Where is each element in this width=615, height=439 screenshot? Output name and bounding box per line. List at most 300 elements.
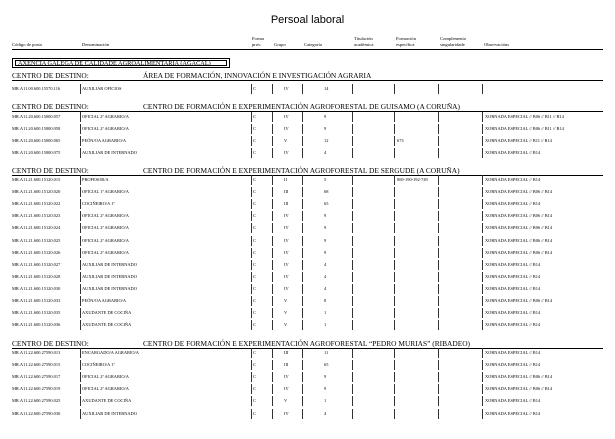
cell-divider — [80, 260, 81, 270]
cell-divider — [302, 248, 303, 258]
section-label: CENTRO DE DESTINO: — [12, 339, 89, 348]
cell-divider — [251, 112, 252, 122]
cell-divider — [394, 396, 395, 406]
header-grupo: Grupo — [274, 42, 286, 47]
cell-forma: C — [253, 138, 256, 144]
cell-obs: XORNADA ESPECIAL // B14 — [485, 273, 541, 279]
cell-divider — [272, 136, 273, 146]
cell-divider — [80, 308, 81, 318]
cell-denom: AUXILIAR OFICIOS — [82, 86, 122, 91]
cell-divider — [438, 236, 439, 246]
cell-divider — [80, 348, 81, 358]
cell-divider — [251, 384, 252, 394]
cell-divider — [482, 272, 483, 282]
cell-code: MR.A11.22.600.27590.025 — [12, 398, 61, 404]
cell-divider — [272, 84, 273, 94]
cell-divider — [272, 409, 273, 419]
cell-divider — [394, 320, 395, 330]
cell-denom: COCIÑEIRO/A 1ª — [82, 201, 115, 207]
cell-forma: C — [253, 362, 256, 368]
cell-divider — [438, 175, 439, 185]
table-row — [0, 250, 615, 262]
cell-denom: OFICIAL 2ª AGRARIO/A — [82, 386, 129, 392]
cell-code: MR.A11.21.600.15120.015 — [12, 177, 61, 182]
cell-divider — [272, 124, 273, 134]
cell-obs: XORNADA ESPECIAL // B14 — [485, 177, 541, 182]
cell-divider — [272, 272, 273, 282]
cell-divider — [251, 372, 252, 382]
cell-divider — [352, 384, 353, 394]
cell-divider — [438, 348, 439, 358]
cell-cat: 1 — [324, 310, 327, 316]
cell-divider — [352, 409, 353, 419]
cell-grupo: III — [284, 189, 289, 195]
cell-forma: C — [253, 201, 256, 207]
cell-divider — [482, 84, 483, 94]
cell-divider — [302, 284, 303, 294]
header-forma: Forma — [252, 36, 264, 41]
cell-grupo: IV — [284, 86, 289, 91]
cell-divider — [438, 272, 439, 282]
cell-divider — [482, 384, 483, 394]
cell-obs: XORNADA ESPECIAL // B06 // B11 // B14 — [485, 114, 564, 119]
cell-divider — [438, 260, 439, 270]
cell-denom: OFICIAL 2ª AGRARIO/A — [82, 213, 129, 219]
cell-divider — [272, 175, 273, 185]
cell-divider — [251, 248, 252, 258]
cell-denom: PROFESOR/A — [82, 177, 109, 182]
cell-code: MR.A11.21.600.15120.024 — [12, 225, 61, 231]
cell-forma: C — [253, 298, 256, 303]
cell-forma: C — [253, 114, 256, 119]
cell-divider — [302, 84, 303, 94]
cell-cat: 9 — [324, 213, 327, 219]
cell-divider — [302, 260, 303, 270]
cell-divider — [302, 112, 303, 122]
cell-divider — [438, 360, 439, 370]
cell-cat: 1 — [324, 322, 327, 328]
cell-divider — [438, 223, 439, 233]
cell-divider — [352, 260, 353, 270]
cell-divider — [438, 136, 439, 146]
cell-divider — [352, 187, 353, 197]
cell-divider — [302, 187, 303, 197]
cell-divider — [482, 284, 483, 294]
section-name: CENTRO DE FORMACIÓN E EXPERIMENTACIÓN AGROFORESTAL DE SERGUDE (A CORUÑA) — [143, 166, 460, 175]
cell-divider — [438, 308, 439, 318]
cell-code: MR.A11.22.600.27590.013 — [12, 350, 61, 355]
cell-divider — [482, 112, 483, 122]
table-row — [0, 86, 615, 98]
cell-divider — [438, 148, 439, 158]
cell-divider — [394, 211, 395, 221]
cell-divider — [80, 360, 81, 370]
cell-denom: AUXILIAR DE INTERNADO — [82, 285, 137, 291]
cell-cat: 4 — [324, 261, 327, 267]
cell-grupo: IV — [284, 126, 289, 132]
cell-divider — [251, 124, 252, 134]
cell-obs: XORNADA ESPECIAL // B14 — [485, 150, 541, 156]
header-categoria: Categoría — [304, 42, 322, 47]
cell-divider — [272, 360, 273, 370]
cell-divider — [272, 384, 273, 394]
cell-divider — [272, 320, 273, 330]
cell-cat: 9 — [324, 114, 327, 119]
table-row — [0, 362, 615, 374]
cell-divider — [272, 284, 273, 294]
cell-denom: AXUDANTE DE COCIÑA — [82, 398, 132, 404]
table-row — [0, 213, 615, 225]
table-row — [0, 374, 615, 386]
cell-obs: XORNADA ESPECIAL // B14 — [485, 285, 541, 291]
section-label: CENTRO DE DESTINO: — [12, 166, 89, 175]
cell-grupo: V — [284, 322, 288, 328]
cell-divider — [394, 223, 395, 233]
cell-divider — [438, 124, 439, 134]
cell-divider — [352, 223, 353, 233]
cell-obs: XORNADA ESPECIAL // B14 — [485, 398, 541, 404]
cell-form: 673 — [397, 138, 404, 144]
cell-forma: C — [253, 177, 256, 182]
cell-cat: 14 — [324, 86, 329, 91]
cell-divider — [251, 148, 252, 158]
cell-obs: XORNADA ESPECIAL // B06 // B14 — [485, 237, 553, 243]
section-name: ÁREA DE FORMACIÓN, INNOVACIÓN E INVESTIGACIÓN AGRARIA — [143, 71, 372, 80]
header-complemento-2: singularidade — [440, 42, 465, 47]
cell-denom: AXUDANTE DE COCIÑA — [82, 322, 132, 328]
cell-code: MR.A11.21.600.15120.026 — [12, 249, 61, 255]
header-formacion-2: específica — [396, 42, 415, 47]
cell-grupo: IV — [284, 150, 289, 156]
cell-denom: AUXILIAR DE INTERNADO — [82, 410, 137, 416]
cell-divider — [352, 396, 353, 406]
cell-cat: 1 — [324, 398, 327, 404]
section-name: CENTRO DE FORMACIÓN E EXPERIMENTACIÓN AGROFORESTAL “PEDRO MURIAS” (RIBADEO) — [143, 339, 471, 348]
cell-divider — [302, 372, 303, 382]
cell-divider — [352, 124, 353, 134]
cell-divider — [272, 148, 273, 158]
cell-divider — [438, 112, 439, 122]
cell-grupo: IV — [284, 237, 289, 243]
cell-divider — [394, 348, 395, 358]
cell-grupo: V — [284, 138, 288, 144]
cell-divider — [352, 284, 353, 294]
cell-divider — [438, 284, 439, 294]
table-row — [0, 225, 615, 237]
cell-divider — [272, 396, 273, 406]
cell-divider — [80, 187, 81, 197]
cell-divider — [394, 112, 395, 122]
cell-denom: COCIÑEIRO/A 1ª — [82, 362, 115, 368]
cell-divider — [251, 308, 252, 318]
cell-forma: C — [253, 249, 256, 255]
cell-divider — [302, 148, 303, 158]
cell-divider — [482, 124, 483, 134]
cell-code: MR.A11.20.600.15000.057 — [12, 114, 61, 119]
cell-denom: OFICIAL 2ª AGRARIO/A — [82, 126, 129, 132]
cell-divider — [80, 409, 81, 419]
cell-divider — [482, 308, 483, 318]
agency-name: AXENCIA GALEGA DE CALIDADE AGROALIMENTARIA (AGACAL) — [15, 60, 227, 66]
cell-forma: C — [253, 322, 256, 328]
cell-cat: 65 — [324, 201, 329, 207]
cell-denom: AUXILIAR DE INTERNADO — [82, 150, 137, 156]
cell-cat: 9 — [324, 249, 327, 255]
cell-divider — [438, 248, 439, 258]
cell-obs: XORNADA ESPECIAL // B14 — [485, 410, 541, 416]
cell-divider — [394, 148, 395, 158]
cell-divider — [272, 308, 273, 318]
cell-divider — [302, 199, 303, 209]
table-row — [0, 386, 615, 398]
cell-obs: XORNADA ESPECIAL // B06 // B14 — [485, 374, 553, 380]
cell-divider — [482, 260, 483, 270]
cell-divider — [272, 260, 273, 270]
cell-denom: OFICIAL 2ª AGRARIO/A — [82, 237, 129, 243]
cell-divider — [251, 296, 252, 306]
cell-grupo: V — [284, 298, 288, 303]
cell-divider — [438, 409, 439, 419]
header-codigo: Código de posto — [12, 42, 43, 47]
cell-divider — [394, 199, 395, 209]
cell-denom: OFICIAL 1ª AGRARIO/A — [82, 189, 129, 195]
table-row — [0, 262, 615, 274]
cell-denom: OFICIAL 2ª AGRARIO/A — [82, 249, 129, 255]
cell-divider — [302, 409, 303, 419]
cell-divider — [80, 148, 81, 158]
cell-divider — [80, 124, 81, 134]
cell-divider — [482, 236, 483, 246]
cell-cat: 4 — [324, 273, 327, 279]
cell-code: MR.A11.22.600.27590.019 — [12, 386, 61, 392]
cell-grupo: IV — [284, 285, 289, 291]
cell-divider — [251, 84, 252, 94]
header-rule — [12, 49, 603, 50]
cell-denom: AXUDANTE DE COCIÑA — [82, 310, 132, 316]
cell-divider — [352, 199, 353, 209]
cell-divider — [272, 236, 273, 246]
cell-divider — [394, 236, 395, 246]
cell-obs: XORNADA ESPECIAL // B06 // B14 — [485, 189, 553, 195]
cell-divider — [482, 296, 483, 306]
cell-cat: 9 — [324, 126, 327, 132]
cell-divider — [394, 124, 395, 134]
cell-divider — [80, 223, 81, 233]
cell-divider — [251, 396, 252, 406]
cell-code: MR.A11.21.600.15120.022 — [12, 201, 61, 207]
cell-divider — [352, 211, 353, 221]
cell-code: MR.A11.21.600.15120.033 — [12, 298, 61, 303]
cell-obs: XORNADA ESPECIAL // B06 // B11 // B14 — [485, 126, 564, 132]
cell-divider — [302, 124, 303, 134]
cell-divider — [272, 372, 273, 382]
cell-divider — [394, 372, 395, 382]
cell-divider — [272, 211, 273, 221]
cell-divider — [352, 348, 353, 358]
cell-code: MR.A11.00.600.15570.116 — [12, 86, 61, 91]
cell-divider — [302, 211, 303, 221]
cell-divider — [80, 284, 81, 294]
cell-divider — [352, 248, 353, 258]
cell-obs: XORNADA ESPECIAL // B14 — [485, 322, 541, 328]
cell-divider — [438, 84, 439, 94]
cell-divider — [482, 396, 483, 406]
cell-cat: 4 — [324, 285, 327, 291]
cell-divider — [352, 136, 353, 146]
cell-divider — [272, 248, 273, 258]
cell-divider — [251, 320, 252, 330]
table-row — [0, 201, 615, 213]
cell-obs: XORNADA ESPECIAL // B06 // B14 — [485, 386, 553, 392]
cell-divider — [251, 360, 252, 370]
cell-divider — [482, 136, 483, 146]
cell-divider — [438, 296, 439, 306]
cell-code: MR.A11.21.600.15120.028 — [12, 273, 61, 279]
cell-divider — [482, 360, 483, 370]
cell-divider — [251, 260, 252, 270]
cell-divider — [80, 396, 81, 406]
cell-grupo: II — [284, 177, 287, 182]
cell-divider — [352, 320, 353, 330]
cell-divider — [80, 175, 81, 185]
cell-divider — [302, 136, 303, 146]
cell-divider — [352, 372, 353, 382]
cell-divider — [251, 187, 252, 197]
cell-grupo: V — [284, 398, 288, 404]
cell-obs: XORNADA ESPECIAL // B06 // B14 — [485, 298, 553, 303]
cell-divider — [251, 272, 252, 282]
table-row — [0, 114, 615, 126]
cell-code: MR.A11.21.600.15120.020 — [12, 189, 61, 195]
cell-divider — [394, 409, 395, 419]
cell-divider — [272, 296, 273, 306]
cell-divider — [80, 384, 81, 394]
cell-cat: 4 — [324, 410, 327, 416]
cell-divider — [251, 175, 252, 185]
cell-cat: 9 — [324, 237, 327, 243]
cell-divider — [482, 320, 483, 330]
cell-divider — [482, 187, 483, 197]
cell-divider — [80, 372, 81, 382]
cell-grupo: III — [284, 201, 289, 207]
cell-cat: 9 — [324, 225, 327, 231]
cell-divider — [438, 372, 439, 382]
cell-divider — [251, 136, 252, 146]
cell-divider — [394, 84, 395, 94]
cell-obs: XORNADA ESPECIAL // B14 — [485, 350, 541, 355]
cell-divider — [352, 148, 353, 158]
table-row — [0, 411, 615, 423]
cell-divider — [394, 360, 395, 370]
cell-code: MR.A11.21.600.15120.030 — [12, 285, 61, 291]
cell-cat: 4 — [324, 150, 327, 156]
cell-divider — [302, 360, 303, 370]
cell-divider — [394, 272, 395, 282]
cell-divider — [352, 112, 353, 122]
cell-grupo: IV — [284, 386, 289, 392]
cell-divider — [394, 296, 395, 306]
table-row — [0, 126, 615, 138]
section-rule — [12, 111, 603, 112]
cell-forma: C — [253, 310, 256, 316]
table-row — [0, 238, 615, 250]
cell-cat: 12 — [324, 138, 329, 144]
cell-denom: PEÓN/OA AGRARIO/A — [82, 298, 127, 303]
cell-code: MR.A11.22.600.27590.015 — [12, 362, 61, 368]
section-rule — [12, 348, 603, 349]
cell-grupo: IV — [284, 249, 289, 255]
cell-forma: C — [253, 350, 256, 355]
cell-forma: C — [253, 213, 256, 219]
table-row — [0, 322, 615, 334]
cell-divider — [482, 223, 483, 233]
cell-divider — [272, 199, 273, 209]
section-label: CENTRO DE DESTINO: — [12, 71, 89, 80]
cell-code: MR.A11.21.600.15120.035 — [12, 310, 61, 316]
cell-divider — [272, 112, 273, 122]
cell-divider — [80, 112, 81, 122]
cell-divider — [80, 136, 81, 146]
header-denominacion: Denominación — [82, 42, 110, 47]
cell-divider — [302, 236, 303, 246]
cell-cat: 68 — [324, 189, 329, 195]
cell-divider — [80, 211, 81, 221]
cell-divider — [251, 199, 252, 209]
cell-divider — [352, 308, 353, 318]
cell-divider — [251, 409, 252, 419]
section-rule — [12, 80, 603, 81]
cell-divider — [302, 296, 303, 306]
cell-divider — [352, 236, 353, 246]
cell-divider — [272, 187, 273, 197]
cell-divider — [438, 211, 439, 221]
cell-divider — [302, 272, 303, 282]
cell-divider — [482, 148, 483, 158]
cell-divider — [302, 223, 303, 233]
cell-grupo: IV — [284, 114, 289, 119]
cell-divider — [80, 272, 81, 282]
header-observacions: Observacións — [484, 42, 510, 47]
cell-grupo: V — [284, 310, 288, 316]
cell-obs: XORNADA ESPECIAL // B14 — [485, 261, 541, 267]
cell-denom: OFICIAL 2ª AGRARIO/A — [82, 374, 129, 380]
cell-divider — [482, 372, 483, 382]
cell-obs: XORNADA ESPECIAL // B06 // B14 — [485, 249, 553, 255]
header-titulacion: Titulación — [354, 36, 373, 41]
header-formacion: Formación — [396, 36, 416, 41]
cell-forma: C — [253, 410, 256, 416]
cell-code: MR.A11.21.600.15120.027 — [12, 261, 61, 267]
cell-forma: C — [253, 150, 256, 156]
cell-divider — [352, 296, 353, 306]
cell-divider — [302, 348, 303, 358]
cell-denom: PEÓN/OA AGRARIO/A — [82, 138, 127, 144]
cell-cat: 11 — [324, 350, 329, 355]
table-row — [0, 274, 615, 286]
cell-cat: 5 — [324, 177, 327, 182]
table-row — [0, 298, 615, 310]
cell-grupo: IV — [284, 374, 289, 380]
cell-code: MR.A11.20.600.15000.075 — [12, 150, 61, 156]
cell-grupo: III — [284, 362, 289, 368]
cell-obs: XORNADA ESPECIAL // B14 — [485, 310, 541, 316]
cell-divider — [251, 348, 252, 358]
cell-cat: 8 — [324, 298, 327, 303]
table-row — [0, 150, 615, 162]
section-label: CENTRO DE DESTINO: — [12, 102, 89, 111]
cell-divider — [394, 187, 395, 197]
cell-divider — [482, 199, 483, 209]
